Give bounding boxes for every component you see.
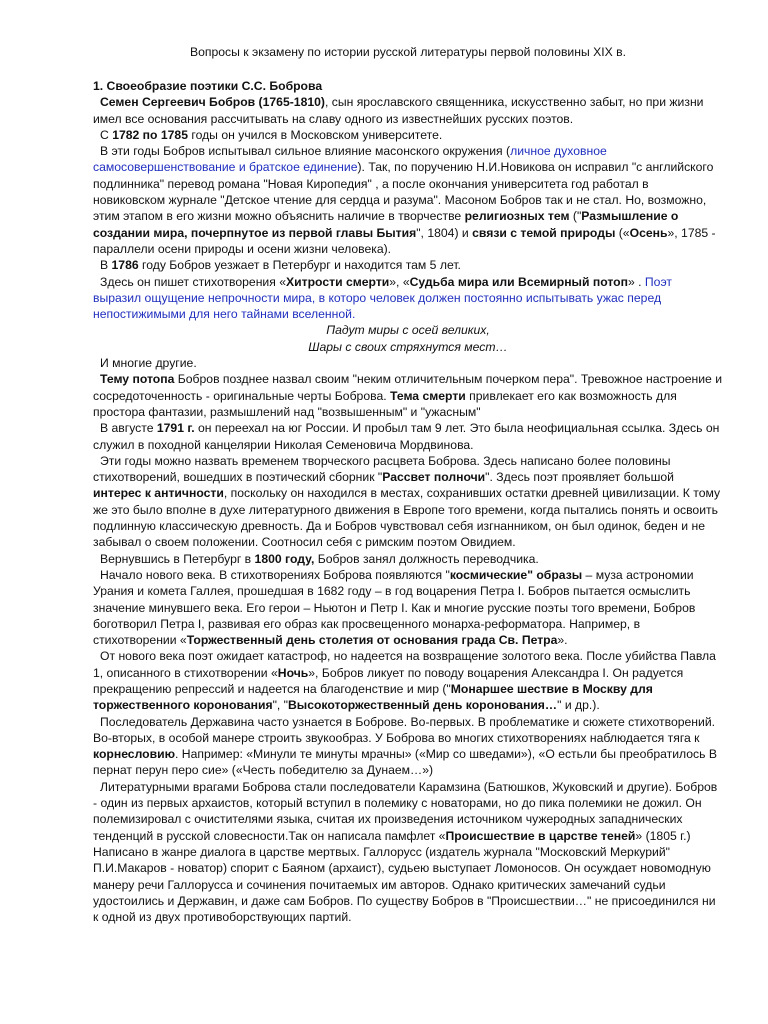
document-page xyxy=(93,44,723,925)
paragraph-derzhavin xyxy=(93,714,723,779)
text-span: Литературными врагами Боброва стали последователи Карамзина (Батюшков, Жуковский и другие). Бобров - один из первых архаистов, который вступил в полемику с новаторами, но до пика полемики не дожил. Он полемизировал с очистителями языка, считая их произведения источником чужеродных западнических тенденций в русской словесности.Так он написала памфлет « xyxy=(93,779,718,843)
bold-span: Торжественный день столетия от основания града Св. Петра xyxy=(186,633,558,648)
paragraph-masonic xyxy=(93,143,723,257)
bold-span: Рассвет полночи xyxy=(382,470,486,485)
paragraph-poems xyxy=(93,274,723,323)
highlight-span: личное духовное самосовершенствование и братское единение xyxy=(93,144,607,175)
text-span: ". Здесь поэт проявляет большой xyxy=(485,470,674,485)
text-span: году Бобров уезжает в Петербург и находится там 5 лет. xyxy=(138,258,461,273)
bold-span: 1786 xyxy=(111,258,139,273)
highlight-span: Поэт выразил ощущение непрочности мира, в которо человек должен постоянно испытывать ужас перед непостижимыми для него тайнами вселенной xyxy=(93,274,672,322)
bold-span: Хитрости смерти xyxy=(286,274,390,289)
bold-span: космические" образы xyxy=(449,567,583,582)
text-span: Бобров позднее назвал своим "неким отличительным почерком пера". Тревожное настроение и сосредоточенность - оригинальные черты Боброва. xyxy=(93,372,723,403)
bold-span: 1782 по 1785 xyxy=(112,127,188,142)
text-span: ). Так, по поручению Н.И.Новикова он исправил "с английского подлинника" перевод романа "Новая Киропедия" , а после окончания университета год работал в новиковском журнале "Детское чтение для сердца и разума". Масоном Бобров так и не стал. Но, возможно, этим этапом в его жизни можно объяснить наличие в творчестве xyxy=(93,160,714,224)
text-span: привлекает его как возможность для простора фантазии, размышлений над "возвышенным" и "ужасным" xyxy=(93,388,677,419)
text-span: Вернувшись в Петербург в xyxy=(100,551,255,566)
bold-span: Семен Сергеевич Бобров (1765-1810) xyxy=(100,95,325,110)
document-title: Вопросы к экзамену по истории русской литературы первой половины XIX в. xyxy=(189,45,627,59)
bold-span: корнесловию xyxy=(93,747,176,762)
text-span: », Бобров ликует по поводу воцарения Александра I. Он радуется прекращению репрессий и надеется на благоденствие и мир (" xyxy=(93,665,684,696)
text-span: В августе xyxy=(100,421,157,436)
text-span: ", 1804) и xyxy=(416,225,473,240)
text-span: " и др.). xyxy=(557,698,600,713)
bold-span: Тему потопа xyxy=(100,372,175,387)
text-span: », 1785 - параллели осени природы и осени жизни человека). xyxy=(93,225,716,256)
paragraph-enemies xyxy=(93,779,723,926)
text-span: » . xyxy=(627,274,645,289)
text-span: . Например: «Минули те минуты мрачны» («Мир со шведами»), «О естьли бы преобратилось В пернат перун перо сие» («Честь победителю за Дунаем…») xyxy=(93,747,718,778)
verse-line-2: Шары с своих стряхнутся мест… xyxy=(308,339,508,354)
text-span: Бобров занял должность переводчика. xyxy=(314,551,539,566)
text-span: , поскольку он находился в местах, сохранивших остатки древней цивилизации. К тому же это было вполне в духе литературного движения в Европе того времени, когда пытались понять и освоить подлинную классическую древность. Да и Бобров чувствовал себя изгнанником, он был одинок, беден и не забывал о своем положении. Соотносил себя с римским поэтом Овидием. xyxy=(93,486,721,550)
text-span: годы он учился в Московском университете. xyxy=(188,127,443,142)
text-span: », « xyxy=(389,274,410,289)
text-span: ", " xyxy=(272,698,288,713)
bold-span: связи с темой природы xyxy=(472,225,616,240)
bold-span: 1800 году, xyxy=(254,551,315,566)
bold-span: Высокоторжественный день коронования… xyxy=(288,698,558,713)
paragraph-flourishing xyxy=(93,453,723,551)
text-span: – муза астрономии Урания и комета Галлея, прошедшая в 1682 году – в год воцарения Петра I. Бобров пытается осмыслить значение минувшего века. Его герои – Ньютон и Петр I. Как и многие русские поэты того времени, Бобров боготворил Петра I, развивая его образ как просвещенного монарха-реформатора. Например, в стихотворении « xyxy=(93,567,696,648)
paragraph-return xyxy=(93,551,723,567)
text-span: (« xyxy=(615,225,630,240)
paragraph-petersburg xyxy=(93,257,723,273)
bold-span: Размышление о создании мира, почерпнутое из первой главы Бытия xyxy=(93,209,679,240)
text-span: В xyxy=(100,258,112,273)
bold-span: Тема смерти xyxy=(390,388,466,403)
bold-span: Судьба мира или Всемирный потоп xyxy=(409,274,628,289)
bold-span: Монаршее шествие в Москву для торжественного коронования xyxy=(93,681,653,713)
text-span: С xyxy=(100,127,113,142)
highlight-span: . xyxy=(351,307,356,322)
paragraph-golden-age xyxy=(93,648,723,713)
bold-span: религиозных тем xyxy=(464,209,570,224)
bold-span: интерес к античности xyxy=(93,486,224,501)
verse-line-1: Падут миры с осей великих, xyxy=(326,323,490,338)
text-span: Последователь Державина часто узнается в Боброве. Во-первых. В проблематике и сюжете стихотворений. Во-вторых, в особой манере строить звукообраз. У Боброва во многих стихотворениях наблюдается тяга к xyxy=(93,714,716,745)
text-span: (" xyxy=(569,209,582,224)
paragraph-flood-theme xyxy=(93,371,723,420)
text-span: Начало нового века. В стихотворениях Боброва появляются " xyxy=(100,567,450,582)
text-span: Здесь он пишет стихотворения « xyxy=(100,274,287,289)
text-span: И многие другие. xyxy=(100,356,197,371)
paragraph-intro xyxy=(93,94,723,127)
text-span: он переехал на юг России. И пробыл там 9 лет. Это была неофициальная ссылка. Здесь он служил в походной канцелярии Николая Семеновича Мордвинова. xyxy=(93,421,720,452)
text-span: ». xyxy=(557,633,568,648)
paragraph-south xyxy=(93,420,723,453)
text-span: , сын ярославского священника, искусственно забыт, но при жизни имел все основания рассчитывать на славу одного из известнейших русских поэтов. xyxy=(93,95,704,126)
bold-span: Происшествие в царстве теней xyxy=(445,828,636,843)
text-span: В эти годы Бобров испытывал сильное влияние масонского окружения ( xyxy=(100,144,511,159)
bold-span: 1791 г. xyxy=(156,421,195,436)
paragraph-new-century xyxy=(93,567,723,648)
paragraph-others xyxy=(93,355,723,371)
paragraph-university xyxy=(93,127,723,143)
bold-span: Осень xyxy=(629,225,668,240)
text-span: » (1805 г.) Написано в жанре диалога в царстве мертвых. Галлорусс (издатель журнала "Московский Меркурий" П.И.Макаров - новатор) спорит с Баяном (архаист), судьею выступает Ломоносов. Он осуждает новомодную манеру речи Галлорусса и сочинения почитаемых им авторов. Однако критических замечаний судьи удостоились и Державин, и даже сам Бобров. По существу Бобров в "Происшествии…" не присоединился ни к одной из двух противоборствующих партий. xyxy=(93,828,716,925)
text-span: Эти годы можно назвать временем творческого расцвета Боброва. Здесь написано более половины стихотворений, вошедших в поэтический сборник " xyxy=(93,453,671,485)
bold-span: Ночь xyxy=(277,665,309,680)
section-heading: 1. Своеобразие поэтики С.С. Боброва xyxy=(93,79,323,93)
text-span: От нового века поэт ожидает катастроф, но надеется на возвращение золотого века. После убийства Павла 1, описанного в стихотворении « xyxy=(93,649,716,680)
